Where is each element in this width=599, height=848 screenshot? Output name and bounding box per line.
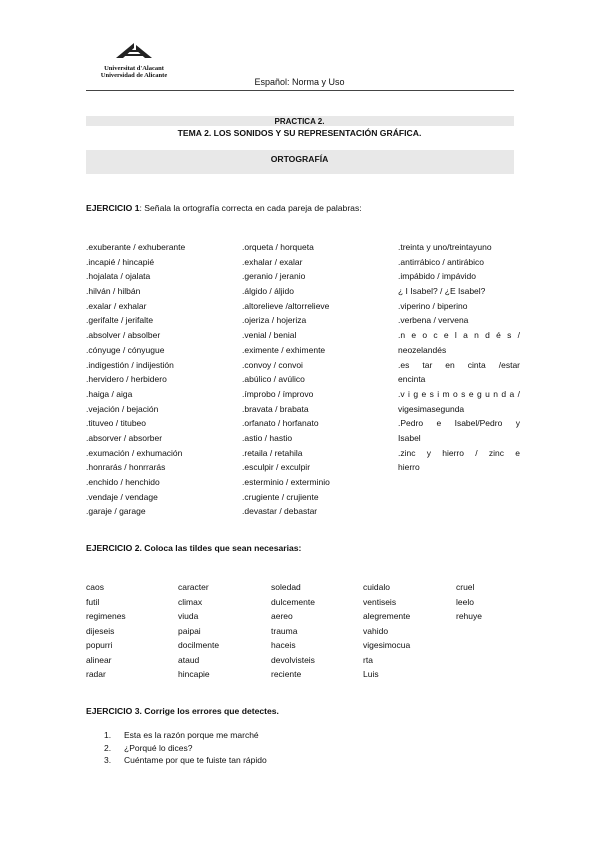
word-item: cruel — [456, 582, 475, 592]
word-pair: .absolver / absolber — [86, 330, 161, 341]
word-pair: .retaila / retahila — [242, 447, 303, 458]
topic-title: TEMA 2. LOS SONIDOS Y SU REPRESENTACIÓN GRÁFICA. — [177, 128, 422, 138]
word-pair: .exumación / exhumación — [86, 447, 183, 458]
word-pair: .enchido / henchido — [86, 477, 160, 487]
word-pair: .geranio / jeranio — [242, 271, 306, 282]
word-item: rta — [363, 654, 373, 665]
list-item-text: Cuéntame por que te fuiste tan rápido — [124, 755, 267, 765]
exercise1-column-2 — [242, 240, 392, 519]
word-item: viuda — [178, 611, 199, 621]
word-item: alinear — [86, 654, 112, 665]
word-pair: .vendaje / vendage — [86, 491, 158, 502]
word-item: docilmente — [178, 640, 220, 650]
word-item: leelo — [456, 596, 474, 607]
university-logo — [88, 42, 178, 82]
word-pair-continuation: Isabel — [398, 432, 421, 443]
word-item: dijeseis — [86, 625, 115, 636]
word-pair-continuation: hierro — [398, 462, 420, 473]
exercise2-heading-text: EJERCICIO 2. Coloca las tildes que sean necesarias: — [86, 543, 302, 553]
list-item-number: 1. — [104, 730, 112, 740]
word-pair: .viperino / biperino — [398, 300, 468, 311]
section-title: ORTOGRAFÍA — [270, 154, 329, 164]
word-pair: .v i g e s i m o s e g u n d a / — [398, 388, 520, 399]
word-pair: .exuberante / exhuberante — [86, 242, 186, 252]
word-pair: .altorelieve /altorrelieve — [242, 300, 330, 311]
word-pair: .convoy / convoi — [242, 359, 303, 370]
word-item: reciente — [271, 669, 302, 679]
word-item: regimenes — [86, 611, 126, 621]
word-pair: .Pedro e Isabel/Pedro y — [398, 418, 520, 429]
word-pair: .esterminio / exterminio — [242, 477, 330, 487]
practice-number: PRACTICA 2. — [274, 117, 325, 126]
word-pair: .exhalar / exalar — [242, 256, 303, 267]
word-item: caos — [86, 582, 104, 592]
word-pair: .crugiente / crujiente — [242, 491, 319, 502]
word-item: radar — [86, 669, 106, 679]
exercise1-column-3 — [398, 240, 520, 475]
word-pair: .exalar / exhalar — [86, 300, 147, 311]
word-pair: .tituveo / titubeo — [86, 418, 147, 429]
word-pair: .ojeriza / hojeriza — [242, 315, 307, 326]
word-pair: .zinc y hierro / zinc e — [398, 447, 520, 458]
word-pair: .esculpir / exculpir — [242, 462, 311, 473]
word-item: soledad — [271, 582, 301, 592]
word-item: popurri — [86, 640, 113, 650]
word-pair: .indigestión / indijestión — [86, 359, 174, 370]
word-pair: .hojalata / ojalata — [86, 271, 151, 282]
word-item: paipai — [178, 625, 201, 636]
word-item: haceis — [271, 640, 296, 650]
exercise1-column-1 — [86, 240, 236, 519]
word-pair: .incapié / hincapié — [86, 256, 155, 267]
exercise2-heading — [86, 543, 301, 553]
exercise1-label: EJERCICIO 1 — [86, 203, 140, 213]
word-item: vahido — [363, 625, 389, 636]
word-pair: ¿ I Isabel? / ¿E Isabel? — [398, 286, 486, 297]
word-pair: .hervidero / herbidero — [86, 374, 167, 385]
exercise3-heading-text: EJERCICIO 3. Corrige los errores que detectes. — [86, 706, 279, 716]
word-pair: .antirrábico / antirábico — [398, 256, 484, 267]
word-pair: .honrarás / honrrarás — [86, 462, 166, 473]
word-item: Luis — [363, 669, 379, 679]
word-item: caracter — [178, 582, 209, 592]
word-pair: .gerifalte / jerifalte — [86, 315, 154, 326]
word-item: cuidalo — [363, 582, 390, 592]
word-pair-continuation: encinta — [398, 374, 426, 385]
course-title: Español: Norma y Uso — [254, 77, 345, 87]
exercise1-heading — [86, 203, 362, 213]
word-item: rehuye — [456, 611, 482, 621]
exercise3-list — [104, 729, 267, 767]
exercise2-column-2 — [178, 580, 219, 682]
word-item: aereo — [271, 611, 293, 621]
list-item-number: 2. — [104, 742, 112, 753]
list-item — [104, 729, 267, 742]
word-item: futil — [86, 596, 100, 607]
exercise2-column-5 — [456, 580, 482, 624]
exercise2-column-4 — [363, 580, 410, 682]
list-item-text: Esta es la razón porque me marché — [124, 730, 259, 740]
word-pair: .treinta y uno/treintayuno — [398, 242, 492, 252]
exercise2-column-3 — [271, 580, 315, 682]
word-pair: .cónyuge / cónyugue — [86, 344, 165, 355]
word-pair: .eximente / exhimente — [242, 344, 326, 355]
word-pair: .n e o c e l a n d é s / — [398, 330, 520, 341]
word-pair-continuation: vigesimasegunda — [398, 403, 465, 414]
word-pair-continuation: neozelandés — [398, 344, 447, 355]
word-pair: .abúlico / avúlico — [242, 374, 305, 385]
word-item: climax — [178, 596, 203, 607]
word-item: ataud — [178, 654, 200, 665]
word-pair: .álgido / áljido — [242, 286, 294, 297]
list-item-text: ¿Porqué lo dices? — [124, 742, 193, 753]
exercise1-instruction: : Señala la ortografía correcta en cada pareja de palabras: — [139, 203, 362, 213]
list-item-number: 3. — [104, 755, 112, 765]
word-pair: .orfanato / horfanato — [242, 418, 319, 429]
word-pair: .bravata / brabata — [242, 403, 309, 414]
university-logo-icon — [114, 42, 154, 62]
word-item: alegremente — [363, 611, 411, 621]
exercise3-heading — [86, 706, 279, 716]
word-pair: .hilván / hilbán — [86, 286, 141, 297]
word-item: vigesimocua — [363, 640, 411, 650]
word-pair: .astio / hastio — [242, 432, 293, 443]
word-pair: .impábido / impávido — [398, 271, 476, 282]
word-pair: .ímprobo / ímprovo — [242, 388, 314, 399]
word-item: ventiseis — [363, 596, 397, 607]
word-pair: .garaje / garage — [86, 506, 146, 517]
word-pair: .verbena / vervena — [398, 315, 469, 326]
word-item: hincapie — [178, 669, 210, 679]
word-pair: .devastar / debastar — [242, 506, 318, 517]
list-item — [104, 742, 267, 755]
word-pair: .es tar en cinta /estar — [398, 359, 520, 370]
exercise2-column-1 — [86, 580, 126, 682]
university-name-line2: Universidad de Alicante — [100, 72, 168, 79]
word-pair: .absorver / absorber — [86, 432, 163, 443]
word-pair: .haiga / aiga — [86, 388, 133, 399]
word-item: trauma — [271, 625, 298, 636]
word-pair: .orqueta / horqueta — [242, 242, 314, 252]
university-name-line1: Universitat d'Alacant — [104, 65, 164, 72]
word-pair: .vejación / bejación — [86, 403, 159, 414]
word-item: dulcemente — [271, 596, 315, 607]
word-pair: .venial / benial — [242, 330, 297, 341]
word-item: devolvisteis — [271, 654, 315, 665]
header-divider — [86, 90, 514, 91]
list-item — [104, 754, 267, 767]
